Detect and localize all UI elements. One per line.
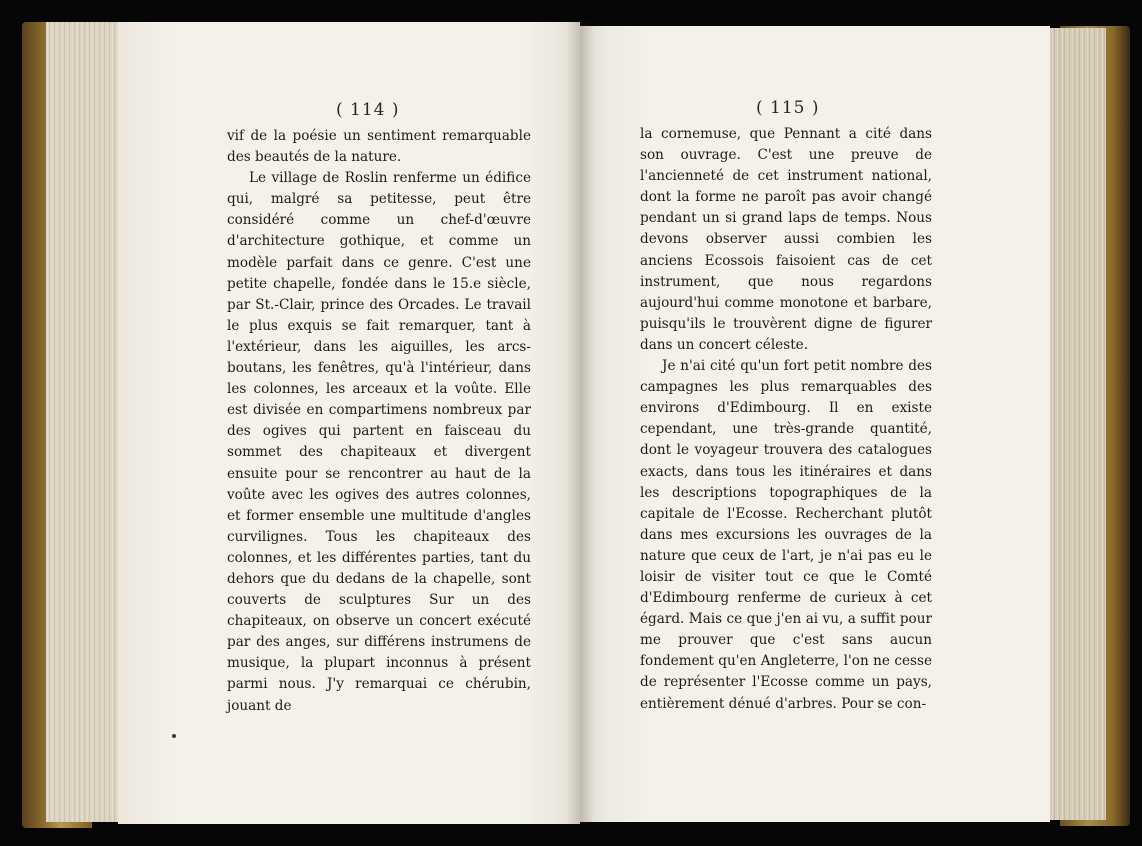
book-gutter [566, 22, 594, 824]
paragraph: la cornemuse, que Pennant a cité dans son ouvrage. C'est une preuve de l'ancienneté de cet instrument national, dont la forme ne paroît pas avoir changé pendant un si grand laps de temps. Nous devons observer aussi combien les anciens Ecossois faisoient cas de cet instrument, que nous regardons aujourd'hui comme monotone et barbare, puisqu'ils le trouvèrent digne de figurer dans un concert céleste. [640, 126, 932, 353]
ink-mark [172, 734, 176, 738]
paragraph: Le village de Roslin renferme un édifice qui, malgré sa petitesse, peut être considéré comme un chef-d'œuvre d'architecture gothique, et comme un modèle parfait dans ce genre. C'est une petite chapelle, fondée dans le 15.e siècle, par St.-Clair, prince des Orcades. Le travail le plus exquis se fait remarquer, tant à l'extérieur, dans les aiguilles, les arcs-boutans, les fenêtres, qu'à l'intérieur, dans les colonnes, les arceaux et la voûte. Elle est divisée en compartimens nombreux par des ogives qui partent en faisceau du sommet des chapiteaux et divergent ensuite pour se rencontrer au haut de la voûte avec les ogives des autres colonnes, et former ensemble une multitude d'angles curvilignes. Tous les chapiteaux des colonnes, et les différentes parties, tant du dehors que du dedans de la chapelle, sont couverts de sculptures Sur un des chapiteaux, on observe un concert exécuté par des anges, sur différens instrumens de musique, la plupart inconnus à présent parmi nous. J'y remarquai ce chérubin, jouant de [227, 170, 531, 714]
right-page-edges [1046, 28, 1106, 820]
left-page-number: ( 114 ) [336, 100, 400, 120]
right-page-text [640, 124, 932, 715]
paragraph: Je n'ai cité qu'un fort petit nombre des campagnes les plus remarquables des environs d'Edimbourg. Il en existe cependant, une très-grande quantité, dont le voyageur trouvera des catalogues exacts, dans tous les itinéraires et dans les descriptions topographiques de la capitale de l'Ecosse. Recherchant plutôt dans mes excursions les ouvrages de la nature que ceux de l'art, je n'ai pas eu le loisir de visiter tout ce que le Comté d'Edimbourg renferme de curieux à cet égard. Mais ce que j'en ai vu, a suffit pour me prouver que c'est sans aucun fondement qu'en Angleterre, l'on ne cesse de représenter l'Ecosse comme un pays, entièrement dénué d'arbres. Pour se con- [640, 358, 932, 712]
left-page-text [227, 126, 531, 717]
left-page-edges [46, 22, 120, 822]
paragraph: vif de la poésie un sentiment remarquable des beautés de la nature. [227, 128, 531, 166]
right-page-number: ( 115 ) [756, 98, 820, 118]
